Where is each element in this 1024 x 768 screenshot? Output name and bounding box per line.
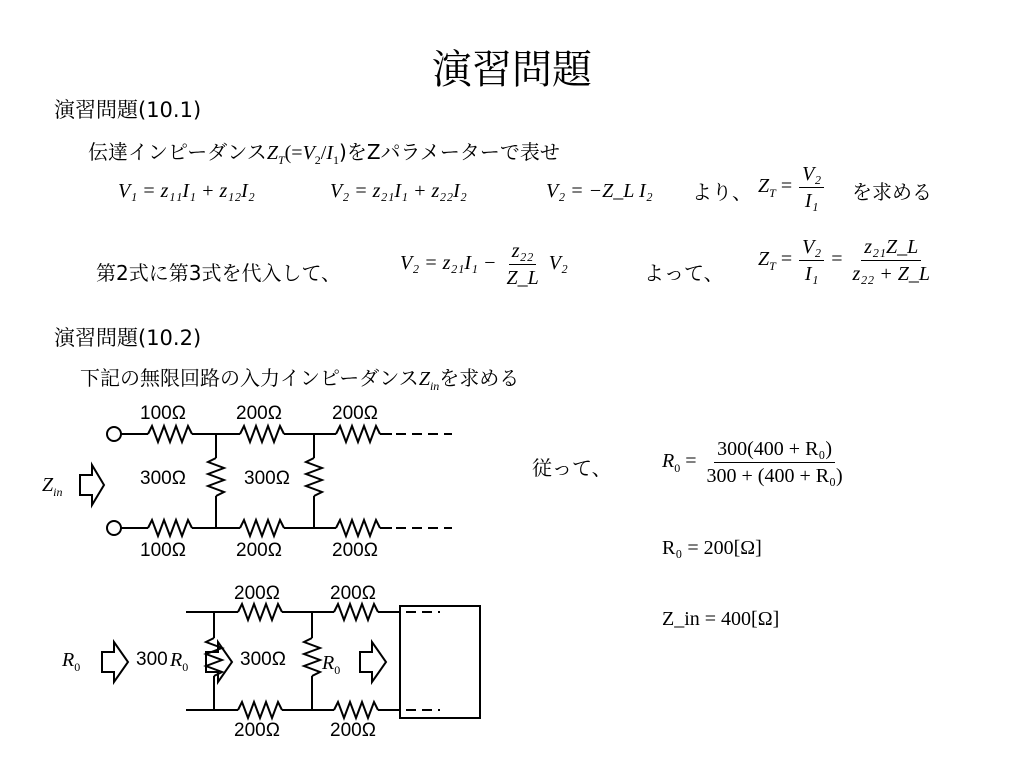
r0-fraction: [704, 438, 846, 487]
page-title: 演習問題: [432, 47, 592, 93]
task-i1: I: [326, 142, 334, 164]
resistor-bot-200a: [240, 520, 284, 536]
result-zt-sub: T: [769, 259, 776, 274]
task-v2-sub: 2: [314, 153, 321, 167]
therefore-text-1: よって、: [644, 261, 724, 285]
c1-zin: Z: [42, 474, 54, 496]
resistor2-bot-200a: [238, 702, 282, 718]
task-mid: (=: [284, 142, 303, 164]
section1-heading: 演習問題(10.1): [54, 98, 202, 122]
c1-top-label-1: 100Ω: [140, 403, 186, 424]
c2-r0-left-sub: 0: [74, 660, 81, 674]
r0-num: 300(400 + R₀): [714, 438, 835, 463]
task2-zin-sub: in: [429, 379, 440, 393]
task2-zin: Z: [418, 368, 430, 390]
task-zt-sub: T: [277, 153, 285, 167]
from-text: より、: [692, 180, 752, 204]
c2-bottom-label-2: 200Ω: [330, 720, 376, 741]
resistor-top-200b: [336, 426, 380, 442]
subst-text: 第2式に第3式を代入して、: [96, 261, 342, 285]
task-suffix: )をZパラメーターで表せ: [339, 140, 560, 164]
subst-num: z₂₂: [509, 240, 537, 265]
result-num-2: z₂₁Z_L: [861, 236, 921, 261]
subst-right: V₂: [548, 252, 568, 275]
c2-r0-left: [62, 649, 80, 672]
resistor-top-100: [148, 426, 192, 442]
c2-bottom-label-1: 200Ω: [234, 720, 280, 741]
c1-top-label-2: 200Ω: [236, 403, 282, 424]
section2-heading: 演習問題(10.2): [54, 326, 202, 350]
c1-bottom-label-2: 200Ω: [236, 540, 282, 561]
task-prefix: 伝達インピーダンス: [88, 140, 267, 164]
resistor2-top-200a: [238, 604, 282, 620]
result-den-2: z₂₂ + Z_L: [852, 263, 930, 285]
result-num-1: V₂: [799, 236, 824, 261]
resistor2-bot-200b: [334, 702, 378, 718]
equation-2: V₂ = z₂₁I₁ + z₂₂I₂: [330, 180, 467, 202]
task2-prefix: 下記の無限回路の入力インピーダンス: [80, 366, 419, 390]
result-equation: $Z_T$ = $\frac{\text{V₂}}{\text{I₁}}$ = $\frac{\text{z₂₁Z\_L}}{\text{z₂₂ + Z\_L}}$: [758, 236, 935, 285]
subst-den: Z_L: [506, 267, 539, 289]
c1-top-label-3: 200Ω: [332, 403, 378, 424]
resistor-shunt-300a: [208, 458, 224, 496]
c2-top-label-1: 200Ω: [234, 583, 280, 604]
r0-result: R₀ = 200[Ω]: [662, 537, 762, 559]
subst-left: V₂ = z₂₁I₁ −: [400, 252, 497, 275]
task-zt: Z: [266, 142, 278, 164]
terminal-bottom: [107, 521, 121, 535]
c1-zin-label: [42, 474, 62, 497]
c2-shunt-label-2: 300Ω: [240, 649, 286, 670]
resistor-bot-200b: [336, 520, 380, 536]
c1-shunt-label-1: 300Ω: [140, 468, 186, 489]
c1-zin-sub: in: [53, 485, 63, 499]
arrow-r0-right: [360, 642, 386, 682]
result-den-1: I₁: [804, 263, 819, 285]
resistor-bot-100: [148, 520, 192, 536]
r0-box: [400, 606, 480, 718]
terminal-top: [107, 427, 121, 441]
zt-num: V₂: [799, 163, 824, 188]
c1-bottom-label-1: 100Ω: [140, 540, 186, 561]
zt-definition: $Z_T$ = $\frac{\text{V₂}}{\text{I₁}}$: [758, 163, 826, 212]
task-i1-sub: 1: [333, 153, 340, 167]
find-text: を求める: [852, 180, 932, 204]
c2-r0-left-r: R: [62, 649, 75, 671]
resistor-top-200a: [240, 426, 284, 442]
zt-label: Z: [758, 175, 770, 198]
c2-overlap-r0: [170, 649, 188, 672]
resistor-shunt-300b: [306, 458, 322, 496]
therefore-text-2: 従って、: [532, 456, 612, 480]
task-slash: /: [320, 142, 327, 164]
zin-result: Z_in = 400[Ω]: [662, 608, 780, 630]
zt-den: I₁: [804, 190, 819, 212]
task2-suffix: を求める: [439, 366, 520, 390]
result-zt: Z: [758, 248, 770, 271]
c2-shunt-label-1: 300: [136, 649, 168, 670]
c2-r0-right: [322, 652, 340, 675]
c1-shunt-label-2: 300Ω: [244, 468, 290, 489]
c2-r0-right-r: R: [322, 652, 335, 674]
equation-3: V₂ = −Z_L I₂: [546, 180, 653, 202]
c2-top-label-2: 200Ω: [330, 583, 376, 604]
resistor2-shunt-300b: [304, 638, 320, 676]
equation-1: V₁ = z₁₁I₁ + z₁₂I₂: [118, 180, 255, 202]
r0-equation: $R_0$ = $\frac{\text{300(400 + R₀)}}{\text{300 + (400 + R₀)}}$: [662, 438, 848, 487]
resistor2-top-200b: [334, 604, 378, 620]
task-v2: V: [302, 142, 315, 164]
c2-overlap-r: R: [170, 649, 183, 671]
c1-bottom-label-3: 200Ω: [332, 540, 378, 561]
input-arrow-1: [80, 465, 104, 505]
input-arrow-2: [102, 642, 128, 682]
c2-r0-right-sub: 0: [334, 663, 341, 677]
zt-sub: T: [769, 186, 776, 201]
c2-overlap-sub: 0: [182, 660, 189, 674]
r0-den: 300 + (400 + R₀): [706, 465, 843, 487]
